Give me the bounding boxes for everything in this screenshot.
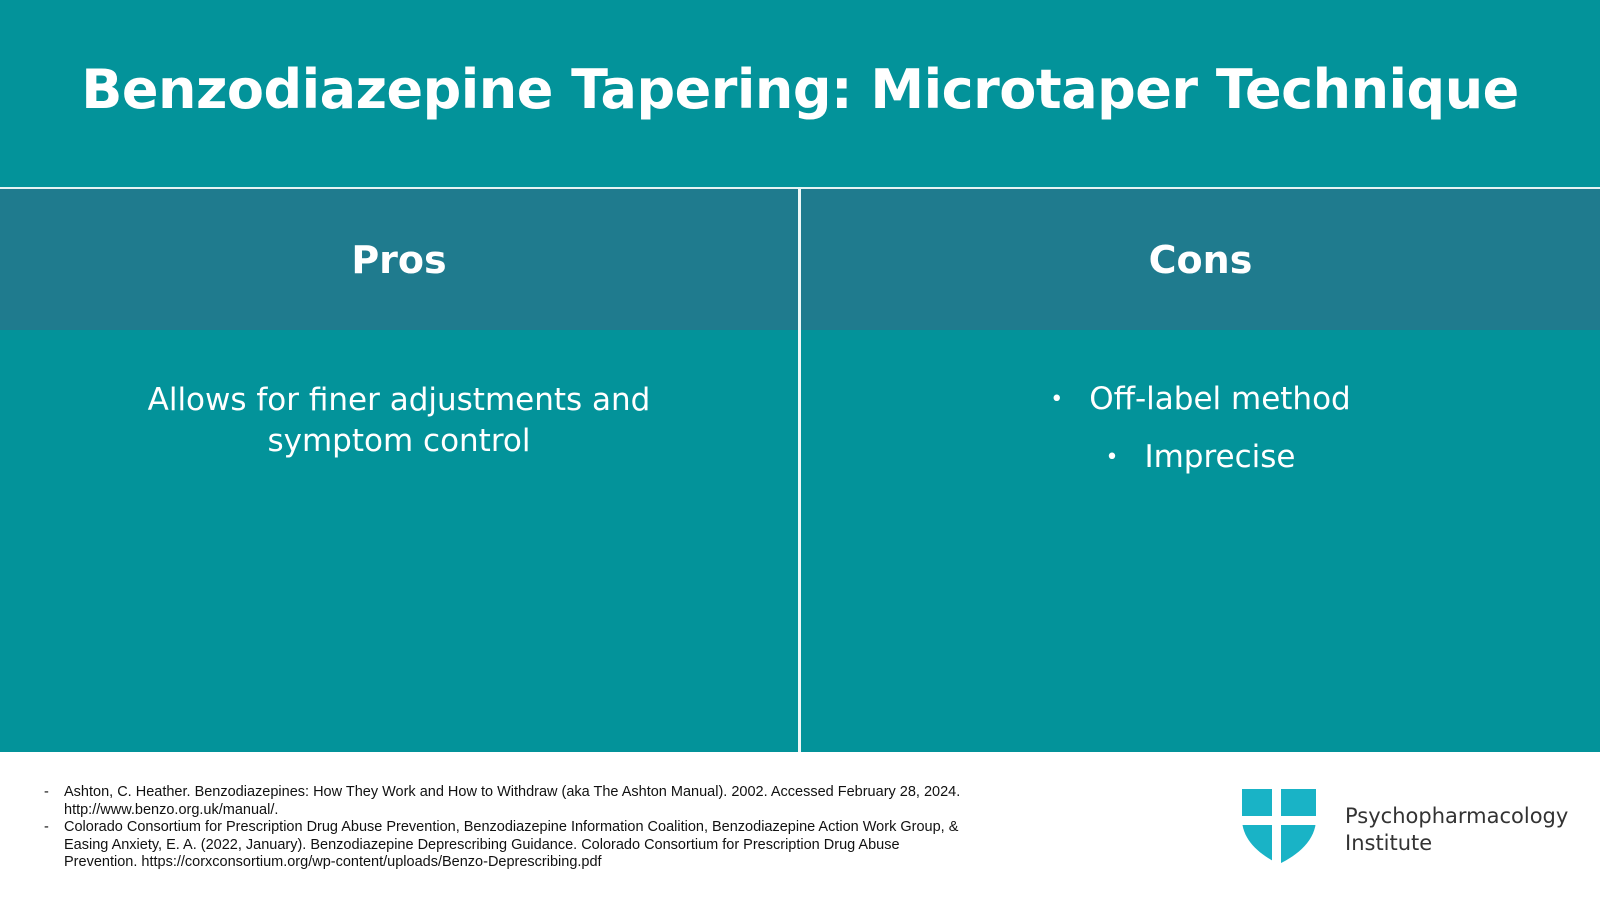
reference-text: Colorado Consortium for Prescription Drug Abuse Prevention, Benzodiazepine Information Coalition, Benzodiazepine Action Work Group, & Easing Anxiety, E. A. (2022, January). Benzodiazepine Deprescribing Guidance. Colorado Consortium for Prescription Drug Abuse Prevention. https://corxconsortium.org/wp-content/uploads/Benzo-Deprescribing.pdf	[64, 819, 959, 870]
cons-item	[801, 436, 1600, 479]
cons-header	[801, 189, 1600, 330]
cons-heading: Cons	[1148, 237, 1253, 282]
pros-heading: Pros	[351, 237, 447, 282]
pros-line: symptom control	[267, 423, 531, 459]
reference-marker: -	[44, 819, 49, 835]
cons-list	[801, 378, 1600, 494]
cons-item-text: Off-label method	[1089, 381, 1351, 417]
cons-item-text: Imprecise	[1144, 439, 1296, 475]
reference-marker: -	[44, 784, 49, 800]
bullet-icon: •	[1050, 387, 1064, 412]
bullet-icon: •	[1105, 445, 1119, 470]
reference-item	[44, 784, 964, 819]
institute-name-line2: Institute	[1345, 831, 1433, 855]
pros-line: Allows for finer adjustments and	[147, 382, 651, 418]
references-list	[44, 784, 964, 872]
slide-title: Benzodiazepine Tapering: Microtaper Technique	[81, 58, 1519, 121]
pros-content	[0, 380, 798, 462]
pros-header	[0, 189, 798, 330]
shield-cross-icon	[1238, 786, 1320, 866]
institute-name-line1: Psychopharmacology	[1345, 804, 1569, 828]
cons-item	[801, 378, 1600, 421]
institute-wordmark	[1345, 803, 1568, 857]
reference-text: Ashton, C. Heather. Benzodiazepines: How They Work and How to Withdraw (aka The Ashton Manual). 2002. Accessed February 28, 2024. http://www.benzo.org.uk/manual/.	[64, 784, 961, 818]
reference-item	[44, 819, 964, 872]
